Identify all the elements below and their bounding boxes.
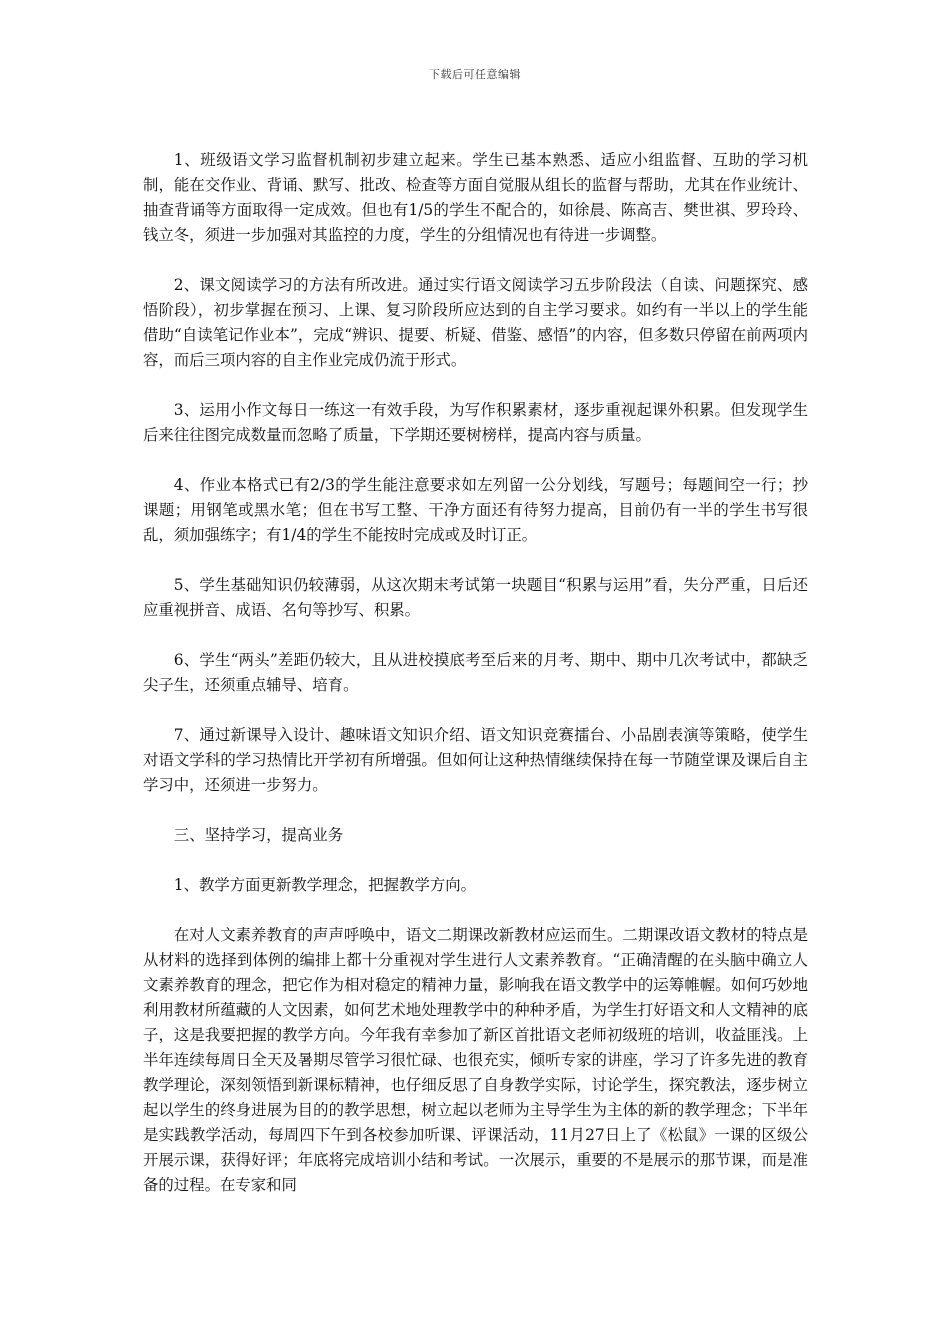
paragraph-body: 在对人文素养教育的声声呼唤中，语文二期课改新教材应运而生。二期课改语文教材的特点是从材料的选择到体例的编排上都十分重视对学生进行人文素养教育。“正确清醒的在头脑中确立人文素养教育的理念，把它作为相对稳定的精神力量，影响我在语文教学中的运筹帷幄。如何巧妙地利用教材所蕴藏的人文因素，如何艺术地处理教学中的种种矛盾，为学生打好语文和人文精神的底子，这是我要把握的教学方向。今年我有幸参加了新区首批语文老师初级班的培训，收益匪浅。上半年连续每周日全天及暑期尽管学习很忙碌、也很充实，倾听专家的讲座，学习了许多先进的教育教学理论，深刻领悟到新课标精神，也仔细反思了自身教学实际，讨论学生，探究教法，逐步树立起以学生的终身进展为目的的教学思想，树立起以老师为主导学生为主体的新的教学理念；下半年是实践教学活动，每周四下午到各校参加听课、评课活动，11月27日上了《松鼠》一课的区级公开展示课，获得好评；年底将完成培训小结和考试。一次展示，重要的不是展示的那节课，而是准备的过程。在专家和同 [143,926,808,1194]
paragraph-3: 3、运用小作文每日一练这一有效手段，为写作积累素材，逐步重视起课外积累。但发现学生后来往往图完成数量而忽略了质量，下学期还要树榜样，提高内容与质量。 [143,401,808,444]
page-header: 下载后可任意编辑 [429,68,521,81]
subsection-heading: 1、教学方面更新教学理念，把握教学方向。 [173,876,477,894]
section-heading: 三、坚持学习，提高业务 [173,826,344,844]
paragraph-1: 1、班级语文学习监督机制初步建立起来。学生已基本熟悉、适应小组监督、互助的学习机制，能在交作业、背诵、默写、批改、检查等方面自觉服从组长的监督与帮助，尤其在作业统计、抽查背诵等方面取得一定成效。但也有1/5的学生不配合的，如徐晨、陈高吉、樊世祺、罗玲玲、钱立冬，须进一步加强对其监控的力度，学生的分组情况也有待进一步调整。 [143,151,808,244]
paragraph-7: 7、通过新课导入设计、趣味语文知识介绍、语文知识竞赛擂台、小品剧表演等策略，使学生对语文学科的学习热情比开学初有所增强。但如何让这种热情继续保持在每一节随堂课及课后自主学习中，还须进一步努力。 [143,726,808,794]
paragraph-2: 2、课文阅读学习的方法有所改进。通过实行语文阅读学习五步阶段法（自读、问题探究、感悟阶段），初步掌握在预习、上课、复习阶段所应达到的自主学习要求。如约有一半以上的学生能借助“自读笔记作业本”，完成“辨识、提要、析疑、借鉴、感悟”的内容，但多数只停留在前两项内容，而后三项内容的自主作业完成仍流于形式。 [143,276,808,369]
paragraph-6: 6、学生“两头”差距仍较大，且从进校摸底考至后来的月考、期中、期中几次考试中，都缺乏尖子生，还须重点辅导、培育。 [143,651,808,694]
paragraph-5: 5、学生基础知识仍较薄弱，从这次期末考试第一块题目“积累与运用”看，失分严重，日后还应重视拼音、成语、名句等抄写、积累。 [143,576,808,619]
paragraph-4: 4、作业本格式已有2/3的学生能注意要求如左列留一公分划线，写题号；每题间空一行；抄课题；用钢笔或黑水笔；但在书写工整、干净方面还有待努力提高，目前仍有一半的学生书写很乱，须加强练字；有1/4的学生不能按时完成或及时订正。 [143,476,808,544]
document-body [143,148,808,1198]
